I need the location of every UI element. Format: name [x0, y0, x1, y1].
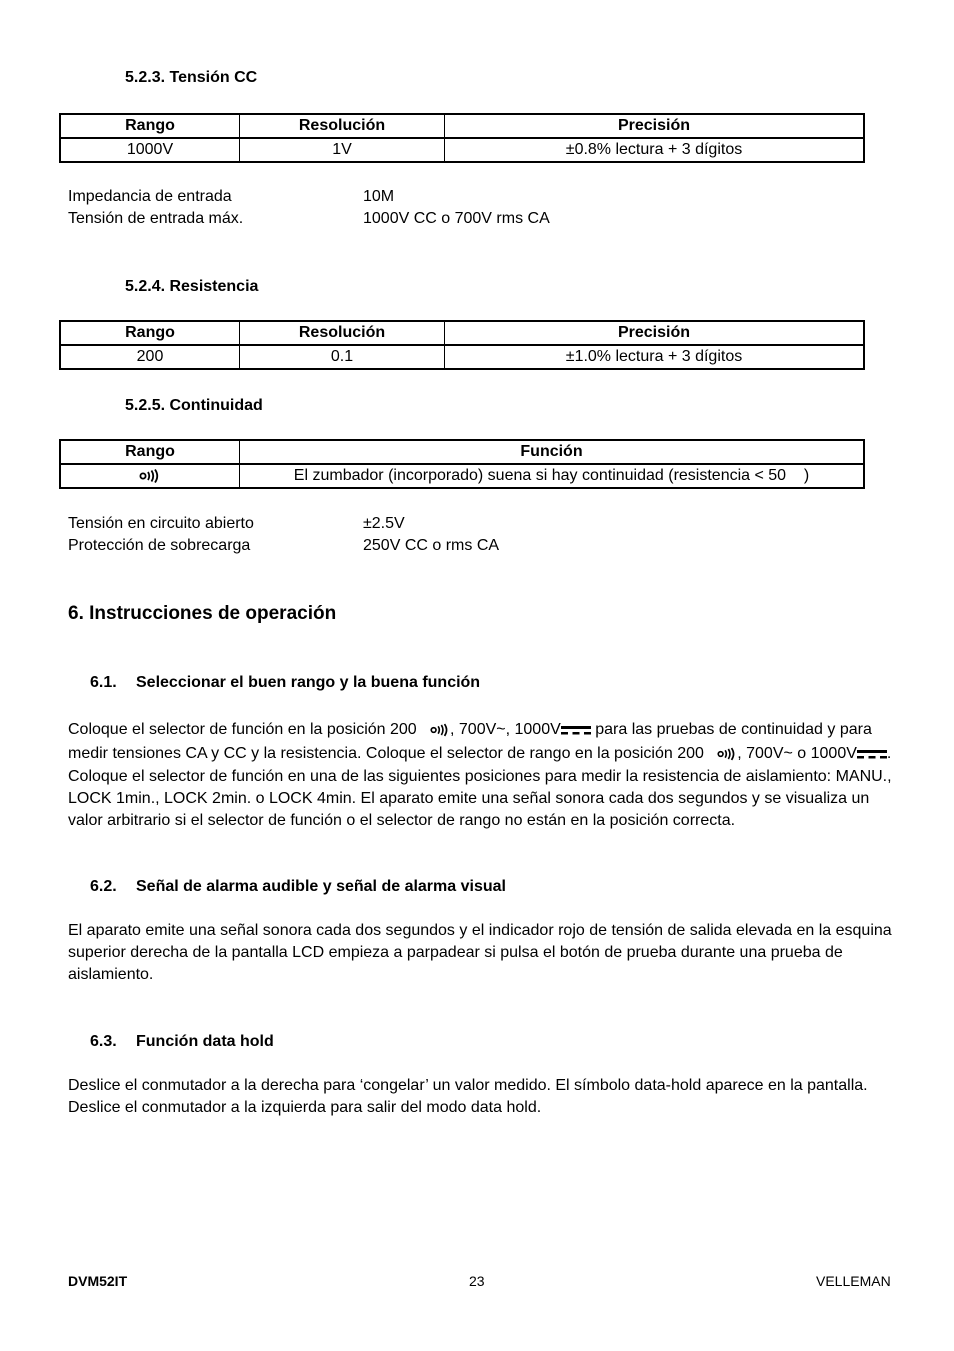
- subsection-title-6-3: Función data hold: [136, 1033, 274, 1050]
- table-header-rango: Rango: [60, 440, 240, 464]
- table-header-rango: Rango: [60, 114, 240, 138]
- section-heading-5-2-5: 5.2.5. Continuidad: [125, 397, 263, 414]
- table-header-funcion: Función: [240, 440, 865, 464]
- table-header-resolucion: Resolución: [240, 321, 445, 345]
- footer-page-number: 23: [469, 1273, 485, 1289]
- dc-symbol-icon: [857, 747, 887, 761]
- table-cell-resolucion: 0.1: [240, 345, 445, 369]
- resistance-table: [59, 320, 865, 370]
- section-heading-5-2-4: 5.2.4. Resistencia: [125, 278, 259, 295]
- table-cell-precision: ±0.8% lectura + 3 dígitos: [445, 138, 865, 162]
- paragraph-line: Deslice el conmutador a la derecha para ‘congelar’ un valor medido. El símbolo data-hold aparece en la pantalla.: [68, 1077, 868, 1094]
- chapter-heading-6: 6. Instrucciones de operación: [68, 603, 337, 624]
- table-cell-precision: ±1.0% lectura + 3 dígitos: [445, 345, 865, 369]
- paragraph-line: superior derecha de la pantalla LCD empieza a parpadear si pulsa el botón de prueba durante una prueba de: [68, 944, 843, 961]
- buzzer-icon: [139, 469, 161, 483]
- table-cell-rango: [60, 464, 240, 488]
- footer-model: DVM52IT: [68, 1273, 128, 1289]
- spec-label: Protección de sobrecarga: [68, 537, 251, 554]
- spec-label: Tensión en circuito abierto: [68, 515, 254, 532]
- paragraph-line: [68, 743, 891, 765]
- text-run: medir tensiones CA y CC y la resistencia. Coloque el selector de rango en la posición 200: [68, 745, 718, 762]
- paragraph-line: valor arbitrario si el selector de función o el selector de rango no están en la posición correcta.: [68, 812, 736, 829]
- spec-label: Tensión de entrada máx.: [68, 210, 244, 227]
- spec-value: 1000V CC o 700V rms CA: [363, 210, 550, 227]
- table-header-precision: Precisión: [445, 321, 865, 345]
- subsection-number-6-1: 6.1.: [90, 674, 117, 691]
- footer-brand: VELLEMAN: [816, 1273, 891, 1289]
- table-cell-rango: 1000V: [60, 138, 240, 162]
- dc-voltage-table: [59, 113, 865, 163]
- spec-label: Impedancia de entrada: [68, 188, 232, 205]
- text-run: , 700V~ o 1000V: [737, 745, 857, 762]
- table-cell-rango: 200: [60, 345, 240, 369]
- spec-value: 10M: [363, 188, 395, 205]
- table-cell-funcion: El zumbador (incorporado) suena si hay continuidad (resistencia < 50 ): [240, 464, 865, 488]
- subsection-title-6-1: Seleccionar el buen rango y la buena función: [136, 674, 481, 691]
- continuity-table: [59, 439, 865, 489]
- section-heading-5-2-3: 5.2.3. Tensión CC: [125, 69, 258, 86]
- table-header-precision: Precisión: [445, 114, 865, 138]
- text-run: .: [886, 745, 892, 762]
- dc-symbol-icon: [561, 723, 591, 737]
- paragraph-line: Deslice el conmutador a la izquierda para salir del modo data hold.: [68, 1099, 542, 1116]
- spec-value: 250V CC o rms CA: [363, 537, 500, 554]
- text-run: Coloque el selector de función en la posición 200: [68, 721, 431, 738]
- subsection-number-6-3: 6.3.: [90, 1033, 117, 1050]
- paragraph-line: aislamiento.: [68, 966, 154, 983]
- spec-value: ±2.5V: [363, 515, 405, 532]
- buzzer-icon: [430, 723, 450, 737]
- paragraph-line: El aparato emite una señal sonora cada dos segundos y el indicador rojo de tensión de salida elevada en la esquina: [68, 922, 892, 939]
- paragraph-line: LOCK 1min., LOCK 2min. o LOCK 4min. El aparato emite una señal sonora cada dos segundos y se visualiza un: [68, 790, 870, 807]
- paragraph-line: Coloque el selector de función en una de las siguientes posiciones para medir la resistencia de aislamiento: MANU.,: [68, 768, 892, 785]
- table-header-rango: Rango: [60, 321, 240, 345]
- paragraph-line: [68, 719, 872, 741]
- text-run: , 700V~, 1000V: [450, 721, 561, 738]
- subsection-title-6-2: Señal de alarma audible y señal de alarma visual: [136, 878, 506, 895]
- table-header-resolucion: Resolución: [240, 114, 445, 138]
- text-run: para las pruebas de continuidad y para: [590, 721, 872, 738]
- buzzer-icon: [717, 747, 737, 761]
- table-cell-resolucion: 1V: [240, 138, 445, 162]
- subsection-number-6-2: 6.2.: [90, 878, 117, 895]
